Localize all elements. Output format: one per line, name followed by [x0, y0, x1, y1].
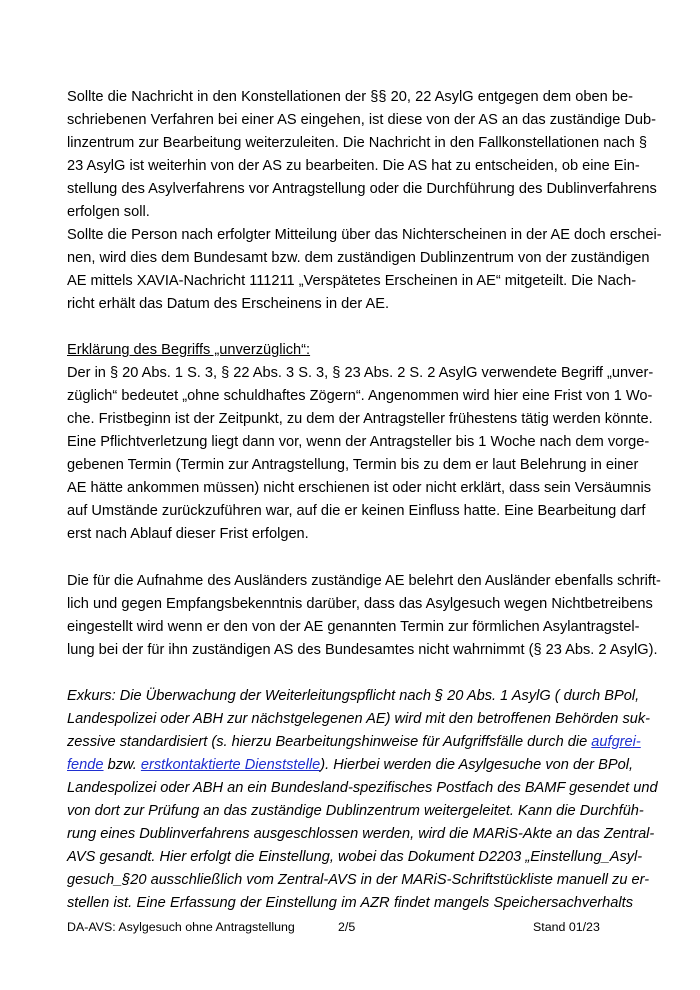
section-heading-text: Erklärung des Begriffs „unverzüglich“:: [67, 342, 311, 358]
excursus-line: Landespolizei oder ABH zur nächstgelegenen AE) wird mit den betroffenen Behörden suk-: [67, 711, 651, 727]
paragraph-line: stellung des Asylverfahrens vor Antragstellung oder die Durchführung des Dublinverfahrens: [67, 181, 657, 197]
aufgreifende-link[interactable]: aufgrei-: [591, 734, 641, 750]
paragraph-line: richt erhält das Datum des Erscheinens in der AE.: [67, 296, 390, 312]
excursus-line: Landespolizei oder ABH an ein Bundesland-spezifisches Postfach des BAMF gesendet und: [67, 780, 658, 796]
paragraph-line: lich und gegen Empfangsbekenntnis darüber, dass das Asylgesuch wegen Nichtbetreibens: [67, 596, 653, 612]
paragraph-line: züglich“ bedeutet „ohne schuldhaftes Zögern“. Angenommen wird hier eine Frist von 1 Wo-: [67, 388, 653, 404]
paragraph-line: gebenen Termin (Termin zur Antragstellung, Termin bis zu dem er laut Belehrung in einer: [67, 457, 639, 473]
paragraph-line: Der in § 20 Abs. 1 S. 3, § 22 Abs. 3 S. 3, § 23 Abs. 2 S. 2 AsylG verwendete Begriff „unver-: [67, 365, 654, 381]
excursus-line: [67, 755, 633, 775]
footer-version: Stand 01/23: [533, 920, 600, 934]
excursus-line: rung eines Dublinverfahrens ausgeschlossen werden, wird die MARiS-Akte an das Zentral-: [67, 826, 655, 842]
paragraph-line: 23 AsylG ist weiterhin von der AS zu bearbeiten. Die AS hat zu entscheiden, ob eine Ein-: [67, 158, 640, 174]
paragraph-line: schriebenen Verfahren bei einer AS eingehen, ist diese von der AS an das zuständige Dub-: [67, 112, 657, 128]
paragraph-line: nen, wird dies dem Bundesamt bzw. dem zuständigen Dublinzentrum von der zuständigen: [67, 250, 650, 266]
paragraph-line: lung bei der für ihn zuständigen AS des Bundesamtes nicht wahrnimmt (§ 23 Abs. 2 AsylG).: [67, 642, 658, 658]
paragraph-line: erst nach Ablauf dieser Frist erfolgen.: [67, 526, 309, 542]
paragraph-line: Die für die Aufnahme des Ausländers zuständige AE belehrt den Ausländer ebenfalls schrift-: [67, 573, 661, 589]
excursus-line: AVS gesandt. Hier erfolgt die Einstellung, wobei das Dokument D2203 „Einstellung_Asyl-: [67, 849, 643, 865]
paragraph-line: eingestellt wird wenn er den von der AE genannten Termin zur förmlichen Asylantragstel-: [67, 619, 640, 635]
paragraph-line: auf Umstände zurückzuführen war, auf die er keinen Einfluss hatte. Eine Bearbeitung darf: [67, 503, 646, 519]
excursus-line: von dort zur Prüfung an das zuständige Dublinzentrum weitergeleitet. Kann die Durchfüh-: [67, 803, 644, 819]
footer-document-title: DA-AVS: Asylgesuch ohne Antragstellung: [67, 920, 295, 934]
paragraph-line: Eine Pflichtverletzung liegt dann vor, wenn der Antragsteller bis 1 Woche nach dem vorge-: [67, 434, 650, 450]
aufgreifende-link-continued[interactable]: fende: [67, 757, 104, 773]
excursus-text: bzw.: [103, 757, 141, 773]
excursus-line: stellen ist. Eine Erfassung der Einstellung im AZR findet mangels Speichersachverhalts: [67, 895, 633, 911]
paragraph-line: AE hätte ankommen müssen) nicht erschienen ist oder nicht erklärt, dass sein Versäumnis: [67, 480, 652, 496]
excursus-text: zessive standardisiert (s. hierzu Bearbeitungshinweise für Aufgriffsfälle durch die: [67, 734, 592, 750]
excursus-text: ). Hierbei werden die Asylgesuche von der BPol,: [320, 757, 633, 773]
paragraph-line: AE mittels XAVIA-Nachricht 111211 „Verspätetes Erscheinen in AE“ mitgeteilt. Die Nach-: [67, 273, 637, 289]
paragraph-line: linzentrum zur Bearbeitung weiterzuleiten. Die Nachricht in den Fallkonstellationen nach §: [67, 135, 648, 151]
excursus-line: gesuch_§20 ausschließlich vom Zentral-AVS in der MARiS-Schriftstückliste manuell zu er-: [67, 872, 650, 888]
paragraph-line: Sollte die Person nach erfolgter Mitteilung über das Nichterscheinen in der AE doch erschei-: [67, 227, 662, 243]
erstkontaktierte-dienststelle-link[interactable]: erstkontaktierte Dienststelle: [140, 757, 321, 773]
paragraph-line: che. Fristbeginn ist der Zeitpunkt, zu dem der Antragsteller frühestens tätig werden könnte.: [67, 411, 653, 427]
paragraph-line: Sollte die Nachricht in den Konstellationen der §§ 20, 22 AsylG entgegen dem oben be-: [67, 89, 633, 105]
paragraph-line: erfolgen soll.: [67, 204, 150, 220]
footer-page-number: 2/5: [338, 920, 356, 934]
section-heading: [67, 340, 310, 360]
excursus-line: Exkurs: Die Überwachung der Weiterleitungspflicht nach § 20 Abs. 1 AsylG ( durch BPol,: [67, 688, 640, 704]
excursus-line: [67, 732, 641, 752]
